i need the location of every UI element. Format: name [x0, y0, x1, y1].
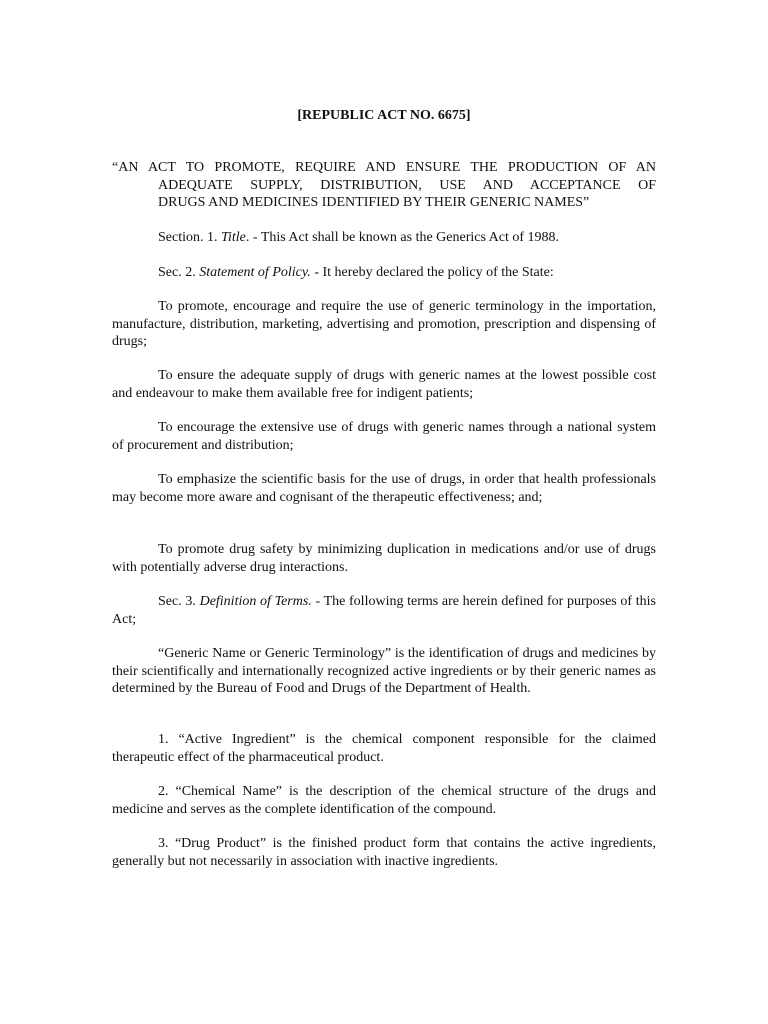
document-title: [REPUBLIC ACT NO. 6675]: [297, 108, 471, 123]
section-1: [112, 229, 656, 247]
section-2-prefix: Sec. 2.: [158, 265, 200, 280]
section-2: [112, 264, 656, 282]
section-3-prefix: Sec. 3.: [158, 594, 200, 609]
section-2-body: - It hereby declared the policy of the State:: [310, 265, 554, 280]
policy-paragraph-1: To promote, encourage and require the use of generic terminology in the importation, manufacture, distribution, marketing, advertising and promotion, prescription and dispensing of drugs;: [112, 299, 656, 349]
definition-active-ingredient: 1. “Active Ingredient” is the chemical component responsible for the claimed therapeutic effect of the pharmaceutical product.: [112, 732, 656, 765]
section-3-heading: Definition of Terms.: [199, 594, 312, 609]
section-1-body: . - This Act shall be known as the Generics Act of 1988.: [245, 230, 560, 245]
section-1-heading: Title: [221, 230, 246, 245]
policy-paragraph-5: To promote drug safety by minimizing duplication in medications and/or use of drugs with potentially adverse drug interactions.: [112, 542, 656, 575]
definition-chemical-name: 2. “Chemical Name” is the description of the chemical structure of the drugs and medicine and serves as the complete identification of the compound.: [112, 784, 656, 817]
act-name-line-2: ADEQUATE SUPPLY, DISTRIBUTION, USE AND ACCEPTANCE OF: [158, 177, 656, 193]
section-1-prefix: Section. 1.: [158, 230, 221, 245]
act-name-line-3: DRUGS AND MEDICINES IDENTIFIED BY THEIR GENERIC NAMES”: [158, 195, 590, 210]
section-3: [112, 593, 656, 628]
policy-paragraph-4: To emphasize the scientific basis for the use of drugs, in order that health professionals may become more aware and cognisant of the therapeutic effectiveness; and;: [112, 472, 656, 505]
section-2-heading: Statement of Policy.: [199, 265, 311, 280]
act-name: [112, 159, 656, 212]
policy-paragraph-3: To encourage the extensive use of drugs with generic names through a national system of procurement and distribution;: [112, 420, 656, 453]
definition-generic-name: “Generic Name or Generic Terminology” is the identification of drugs and medicines by their scientifically and internationally recognized active ingredients or by their generic names as determined by the Bureau of Food and Drugs of the Department of Health.: [112, 646, 656, 696]
section-3-body: - The following terms are herein defined for purposes of this Act;: [112, 594, 656, 627]
act-name-line-1: “AN ACT TO PROMOTE, REQUIRE AND ENSURE THE PRODUCTION OF AN: [112, 160, 656, 175]
definition-drug-product: 3. “Drug Product” is the finished product form that contains the active ingredients, generally but not necessarily in association with inactive ingredients.: [112, 836, 656, 869]
policy-paragraph-2: To ensure the adequate supply of drugs with generic names at the lowest possible cost and endeavour to make them available free for indigent patients;: [112, 368, 656, 401]
